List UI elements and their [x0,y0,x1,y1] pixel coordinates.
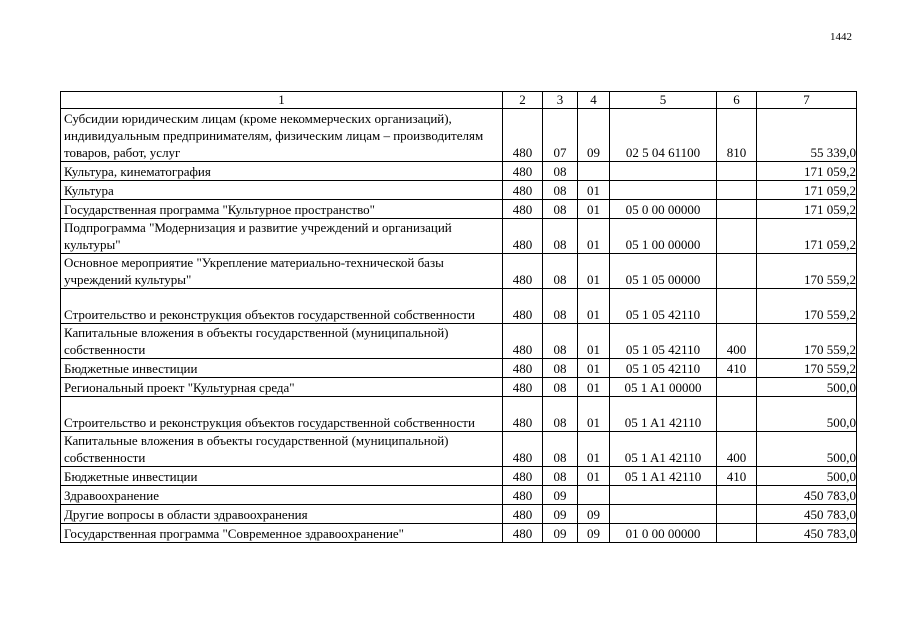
budget-item-name: Государственная программа "Современное здравоохранение" [61,524,503,543]
budget-item-name: Капитальные вложения в объекты государственной (муниципальной) собственности [61,324,503,359]
target-article-code [610,181,717,200]
amount: 171 059,2 [757,219,857,254]
target-article-code: 05 1 00 00000 [610,219,717,254]
amount: 450 783,0 [757,486,857,505]
budget-item-name: Бюджетные инвестиции [61,359,503,378]
subsection-code: 01 [578,378,610,397]
target-article-code: 05 1 A1 42110 [610,432,717,467]
budget-item-name: Культура [61,181,503,200]
subsection-code: 01 [578,397,610,432]
subsection-code: 01 [578,432,610,467]
table-row [61,181,857,200]
amount: 170 559,2 [757,289,857,324]
budget-table [60,91,857,543]
ministry-code: 480 [503,324,543,359]
target-article-code: 05 1 05 42110 [610,359,717,378]
table-row [61,289,857,324]
target-article-code: 05 1 A1 00000 [610,378,717,397]
amount: 55 339,0 [757,109,857,162]
subsection-code: 09 [578,505,610,524]
table-row [61,162,857,181]
expense-type-code [717,378,757,397]
budget-item-name: Подпрограмма "Модернизация и развитие учреждений и организаций культуры" [61,219,503,254]
amount: 170 559,2 [757,254,857,289]
amount: 500,0 [757,397,857,432]
header-cell: 2 [503,92,543,109]
amount: 170 559,2 [757,359,857,378]
budget-item-name: Капитальные вложения в объекты государственной (муниципальной) собственности [61,432,503,467]
ministry-code: 480 [503,289,543,324]
budget-item-name: Региональный проект "Культурная среда" [61,378,503,397]
page-number: 1442 [830,31,852,43]
subsection-code: 01 [578,200,610,219]
amount: 500,0 [757,432,857,467]
target-article-code: 05 1 A1 42110 [610,397,717,432]
table-header-row [61,92,857,109]
target-article-code: 05 1 A1 42110 [610,467,717,486]
expense-type-code: 810 [717,109,757,162]
amount: 500,0 [757,378,857,397]
header-cell: 7 [757,92,857,109]
subsection-code: 01 [578,467,610,486]
section-code: 08 [543,254,578,289]
subsection-code [578,162,610,181]
table-row [61,359,857,378]
table-row [61,200,857,219]
target-article-code [610,486,717,505]
subsection-code: 01 [578,254,610,289]
target-article-code: 02 5 04 61100 [610,109,717,162]
table-row [61,397,857,432]
section-code: 08 [543,359,578,378]
header-cell: 1 [61,92,503,109]
table-row [61,378,857,397]
expense-type-code [717,397,757,432]
header-cell: 5 [610,92,717,109]
amount: 171 059,2 [757,162,857,181]
table-row [61,109,857,162]
subsection-code: 01 [578,359,610,378]
ministry-code: 480 [503,254,543,289]
subsection-code: 01 [578,289,610,324]
section-code: 08 [543,289,578,324]
subsection-code: 09 [578,109,610,162]
expense-type-code: 400 [717,324,757,359]
amount: 171 059,2 [757,181,857,200]
amount: 450 783,0 [757,505,857,524]
table-row [61,254,857,289]
ministry-code: 480 [503,162,543,181]
amount: 171 059,2 [757,200,857,219]
section-code: 08 [543,432,578,467]
ministry-code: 480 [503,181,543,200]
target-article-code: 01 0 00 00000 [610,524,717,543]
target-article-code: 05 1 05 42110 [610,324,717,359]
ministry-code: 480 [503,200,543,219]
target-article-code: 05 0 00 00000 [610,200,717,219]
table-row [61,505,857,524]
section-code: 08 [543,162,578,181]
subsection-code: 01 [578,181,610,200]
expense-type-code [717,162,757,181]
table-row [61,219,857,254]
budget-item-name: Другие вопросы в области здравоохранения [61,505,503,524]
expense-type-code: 410 [717,359,757,378]
amount: 450 783,0 [757,524,857,543]
section-code: 08 [543,324,578,359]
subsection-code: 09 [578,524,610,543]
budget-item-name: Бюджетные инвестиции [61,467,503,486]
header-cell: 4 [578,92,610,109]
subsection-code [578,486,610,505]
expense-type-code [717,200,757,219]
expense-type-code [717,486,757,505]
ministry-code: 480 [503,397,543,432]
section-code: 08 [543,397,578,432]
table-row [61,486,857,505]
subsection-code: 01 [578,324,610,359]
target-article-code [610,505,717,524]
expense-type-code [717,219,757,254]
table-row [61,467,857,486]
target-article-code [610,162,717,181]
section-code: 09 [543,505,578,524]
ministry-code: 480 [503,467,543,486]
target-article-code: 05 1 05 42110 [610,289,717,324]
table-row [61,432,857,467]
section-code: 08 [543,378,578,397]
expense-type-code: 400 [717,432,757,467]
ministry-code: 480 [503,109,543,162]
budget-item-name: Основное мероприятие "Укрепление материально-технической базы учреждений культуры" [61,254,503,289]
section-code: 08 [543,200,578,219]
budget-item-name: Государственная программа "Культурное пространство" [61,200,503,219]
expense-type-code [717,505,757,524]
target-article-code: 05 1 05 00000 [610,254,717,289]
budget-item-name: Строительство и реконструкция объектов государственной собственности [61,289,503,324]
section-code: 08 [543,219,578,254]
subsection-code: 01 [578,219,610,254]
section-code: 08 [543,181,578,200]
ministry-code: 480 [503,219,543,254]
budget-item-name: Строительство и реконструкция объектов государственной собственности [61,397,503,432]
section-code: 09 [543,486,578,505]
ministry-code: 480 [503,524,543,543]
expense-type-code: 410 [717,467,757,486]
ministry-code: 480 [503,378,543,397]
table-body [61,92,857,543]
table-row [61,324,857,359]
budget-item-name: Субсидии юридическим лицам (кроме некоммерческих организаций), индивидуальным предпринимателям, физическим лицам – производителям товаров, работ, услуг [61,109,503,162]
expense-type-code [717,289,757,324]
ministry-code: 480 [503,432,543,467]
header-cell: 6 [717,92,757,109]
amount: 170 559,2 [757,324,857,359]
amount: 500,0 [757,467,857,486]
budget-item-name: Культура, кинематография [61,162,503,181]
table-row [61,524,857,543]
section-code: 09 [543,524,578,543]
budget-item-name: Здравоохранение [61,486,503,505]
expense-type-code [717,181,757,200]
header-cell: 3 [543,92,578,109]
ministry-code: 480 [503,486,543,505]
ministry-code: 480 [503,359,543,378]
ministry-code: 480 [503,505,543,524]
section-code: 07 [543,109,578,162]
expense-type-code [717,254,757,289]
section-code: 08 [543,467,578,486]
expense-type-code [717,524,757,543]
